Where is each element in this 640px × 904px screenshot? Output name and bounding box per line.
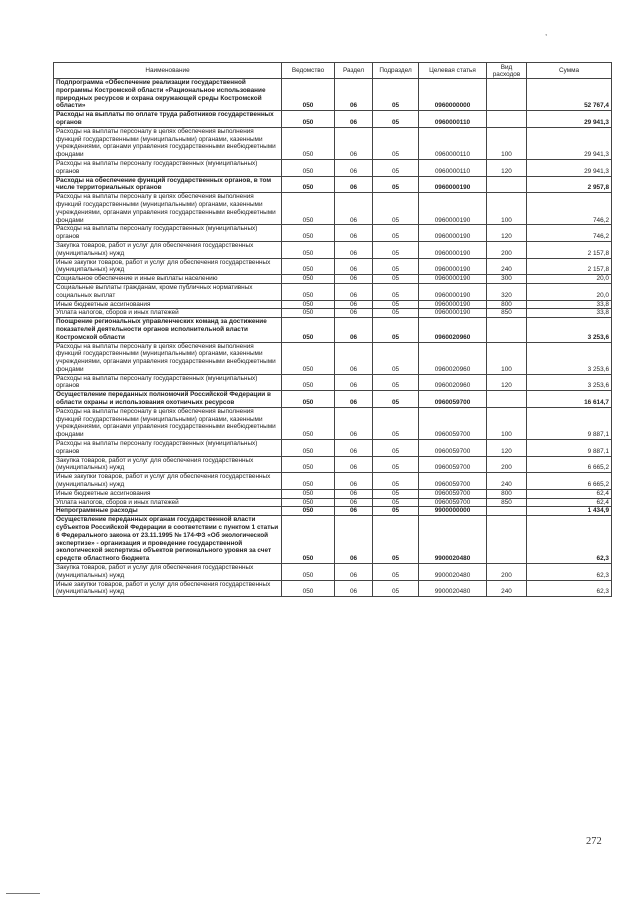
cell-expense-type: 240: [487, 580, 527, 597]
cell-amount: 746,2: [527, 193, 612, 225]
cell-article: 0960000190: [419, 300, 487, 309]
cell-name: Расходы на выплаты персоналу в целях обеспечения выполнения функций государственными (муниципальными) органами, казенными учреждениями, органами управления государственными внебюджетными фондами: [54, 193, 282, 225]
table-row: [54, 127, 612, 159]
cell-article: 0960000190: [419, 225, 487, 242]
cell-dept: 050: [282, 318, 335, 342]
cell-article: 0960059700: [419, 391, 487, 408]
table-row: [54, 407, 612, 439]
cell-dept: 050: [282, 176, 335, 193]
cell-dept: 050: [282, 407, 335, 439]
cell-article: 0960020960: [419, 342, 487, 374]
cell-section: 06: [335, 275, 373, 284]
cell-name: Осуществление переданных полномочий Российской Федерации в области охраны и использования охотничьих ресурсов: [54, 391, 282, 408]
cell-subsection: 05: [373, 111, 419, 128]
cell-amount: 2 157,8: [527, 241, 612, 258]
cell-subsection: 05: [373, 300, 419, 309]
cell-dept: 050: [282, 564, 335, 581]
cell-section: 06: [335, 498, 373, 507]
cell-expense-type: [487, 391, 527, 408]
cell-expense-type: 800: [487, 489, 527, 498]
cell-section: 06: [335, 473, 373, 490]
table-row: [54, 489, 612, 498]
cell-subsection: 05: [373, 225, 419, 242]
cell-article: 0960000110: [419, 159, 487, 176]
header-name: Наименование: [54, 63, 282, 79]
cell-name: Социальные выплаты гражданам, кроме публичных нормативных социальных выплат: [54, 283, 282, 300]
cell-article: 0960000190: [419, 283, 487, 300]
cell-expense-type: [487, 318, 527, 342]
cell-amount: 62,4: [527, 489, 612, 498]
cell-dept: 050: [282, 300, 335, 309]
cell-expense-type: [487, 79, 527, 111]
cell-dept: 050: [282, 473, 335, 490]
cell-subsection: 05: [373, 473, 419, 490]
cell-name: Поощрение региональных управленческих команд за достижение показателей деятельности органов исполнительной власти Костромской области: [54, 318, 282, 342]
cell-section: 06: [335, 318, 373, 342]
cell-expense-type: 850: [487, 498, 527, 507]
cell-article: 0960000190: [419, 193, 487, 225]
cell-expense-type: 850: [487, 309, 527, 318]
cell-name: Подпрограмма «Обеспечение реализации государственной программы Костромской области «Рациональное использование природных ресурсов и охрана окружающей среды Костромской области»: [54, 79, 282, 111]
cell-expense-type: 200: [487, 241, 527, 258]
cell-name: Закупка товаров, работ и услуг для обеспечения государственных (муниципальных) нужд: [54, 456, 282, 473]
cell-name: Расходы на выплаты персоналу в целях обеспечения выполнения функций государственными (муниципальными) органами, казенными учреждениями, органами управления государственными внебюджетными фондами: [54, 407, 282, 439]
cell-amount: 6 665,2: [527, 456, 612, 473]
cell-name: Социальное обеспечение и иные выплаты населению: [54, 275, 282, 284]
page-number: 272: [586, 836, 602, 847]
cell-expense-type: [487, 111, 527, 128]
cell-section: 06: [335, 374, 373, 391]
cell-article: 0960059700: [419, 456, 487, 473]
cell-name: Закупка товаров, работ и услуг для обеспечения государственных (муниципальных) нужд: [54, 564, 282, 581]
cell-name: Расходы на выплаты персоналу государственных (муниципальных) органов: [54, 159, 282, 176]
table-row: [54, 159, 612, 176]
cell-name: Расходы на выплаты персоналу государственных (муниципальных) органов: [54, 374, 282, 391]
cell-expense-type: 800: [487, 300, 527, 309]
cell-article: 0960000190: [419, 241, 487, 258]
table-row: [54, 111, 612, 128]
table-row: [54, 564, 612, 581]
cell-amount: 20,0: [527, 275, 612, 284]
cell-name: Расходы на выплаты персоналу в целях обеспечения выполнения функций государственными (муниципальными) органами, казенными учреждениями, органами управления государственными внебюджетными фондами: [54, 342, 282, 374]
table-body: [54, 79, 612, 597]
cell-dept: 050: [282, 258, 335, 275]
cell-subsection: 05: [373, 318, 419, 342]
cell-name: Иные бюджетные ассигнования: [54, 489, 282, 498]
cell-expense-type: 120: [487, 440, 527, 457]
cell-section: 06: [335, 456, 373, 473]
cell-section: 06: [335, 507, 373, 516]
cell-subsection: 05: [373, 564, 419, 581]
cell-section: 06: [335, 258, 373, 275]
cell-subsection: 05: [373, 498, 419, 507]
cell-article: 0960000190: [419, 176, 487, 193]
cell-article: 0960059700: [419, 407, 487, 439]
cell-dept: 050: [282, 275, 335, 284]
cell-expense-type: 300: [487, 275, 527, 284]
cell-expense-type: 100: [487, 342, 527, 374]
cell-name: Осуществление переданных органам государственной власти субъектов Российской Федерации в соответствии с пунктом 1 статьи 6 Федерального закона от 23.11.1995 № 174-ФЗ «Об экологической экспертизе» - организация и проведение государственной экологической экспертизы объектов регионального уровня за счет средств областного бюджета: [54, 516, 282, 564]
cell-section: 06: [335, 193, 373, 225]
table-row: [54, 318, 612, 342]
cell-amount: 16 614,7: [527, 391, 612, 408]
cell-dept: 050: [282, 225, 335, 242]
cell-name: Расходы на выплаты персоналу государственных (муниципальных) органов: [54, 225, 282, 242]
cell-expense-type: 320: [487, 283, 527, 300]
table-row: [54, 193, 612, 225]
cell-expense-type: [487, 176, 527, 193]
table-row: [54, 79, 612, 111]
table-row: [54, 473, 612, 490]
cell-section: 06: [335, 516, 373, 564]
cell-article: 9900000000: [419, 507, 487, 516]
cell-subsection: 05: [373, 489, 419, 498]
cell-subsection: 05: [373, 456, 419, 473]
cell-name: Расходы на выплаты персоналу государственных (муниципальных) органов: [54, 440, 282, 457]
cell-article: 0960000190: [419, 258, 487, 275]
cell-name: Непрограммные расходы: [54, 507, 282, 516]
cell-expense-type: 240: [487, 473, 527, 490]
table-row: [54, 258, 612, 275]
cell-article: 0960059700: [419, 498, 487, 507]
cell-amount: 33,8: [527, 309, 612, 318]
cell-subsection: 05: [373, 275, 419, 284]
cell-section: 06: [335, 79, 373, 111]
cell-dept: 050: [282, 580, 335, 597]
cell-name: Иные закупки товаров, работ и услуг для обеспечения государственных (муниципальных) нужд: [54, 258, 282, 275]
cell-subsection: 05: [373, 309, 419, 318]
scan-speck: ,: [545, 28, 548, 37]
cell-section: 06: [335, 176, 373, 193]
header-expense-type: Вид расходов: [487, 63, 527, 79]
cell-subsection: 05: [373, 342, 419, 374]
cell-name: Иные закупки товаров, работ и услуг для обеспечения государственных (муниципальных) нужд: [54, 473, 282, 490]
cell-section: 06: [335, 225, 373, 242]
cell-article: 0960059700: [419, 489, 487, 498]
cell-subsection: 05: [373, 440, 419, 457]
table-row: [54, 580, 612, 597]
cell-amount: 3 253,6: [527, 318, 612, 342]
cell-subsection: 05: [373, 580, 419, 597]
table-row: [54, 275, 612, 284]
cell-subsection: 05: [373, 407, 419, 439]
cell-section: 06: [335, 489, 373, 498]
cell-article: 9900020480: [419, 516, 487, 564]
cell-amount: 29 941,3: [527, 159, 612, 176]
cell-section: 06: [335, 440, 373, 457]
cell-name: Расходы на выплаты персоналу в целях обеспечения выполнения функций государственными (муниципальными) органами, казенными учреждениями, органами управления государственными внебюджетными фондами: [54, 127, 282, 159]
cell-amount: 62,3: [527, 580, 612, 597]
cell-dept: 050: [282, 342, 335, 374]
cell-amount: 2 957,8: [527, 176, 612, 193]
cell-dept: 050: [282, 507, 335, 516]
header-dept: Ведомство: [282, 63, 335, 79]
header-amount: Сумма: [527, 63, 612, 79]
cell-amount: 52 767,4: [527, 79, 612, 111]
cell-expense-type: 100: [487, 193, 527, 225]
cell-subsection: 05: [373, 516, 419, 564]
cell-expense-type: 200: [487, 564, 527, 581]
table-row: [54, 456, 612, 473]
cell-amount: 62,3: [527, 516, 612, 564]
cell-dept: 050: [282, 79, 335, 111]
cell-expense-type: [487, 507, 527, 516]
cell-amount: 62,3: [527, 564, 612, 581]
cell-subsection: 05: [373, 241, 419, 258]
cell-section: 06: [335, 564, 373, 581]
cell-section: 06: [335, 342, 373, 374]
cell-amount: 29 941,3: [527, 111, 612, 128]
cell-name: Уплата налогов, сборов и иных платежей: [54, 498, 282, 507]
cell-article: 0960000110: [419, 111, 487, 128]
cell-section: 06: [335, 391, 373, 408]
cell-article: 0960000000: [419, 79, 487, 111]
cell-article: 0960059700: [419, 473, 487, 490]
cell-amount: 29 941,3: [527, 127, 612, 159]
table-row: [54, 176, 612, 193]
table-row: [54, 283, 612, 300]
cell-dept: 050: [282, 440, 335, 457]
cell-section: 06: [335, 241, 373, 258]
table-row: [54, 391, 612, 408]
cell-dept: 050: [282, 159, 335, 176]
cell-subsection: 05: [373, 79, 419, 111]
cell-article: 0960000190: [419, 275, 487, 284]
cell-article: 9900020480: [419, 564, 487, 581]
cell-subsection: 05: [373, 176, 419, 193]
cell-article: 9900020480: [419, 580, 487, 597]
cell-amount: 1 434,9: [527, 507, 612, 516]
cell-expense-type: 120: [487, 225, 527, 242]
header-target-article: Целевая статья: [419, 63, 487, 79]
table-row: [54, 225, 612, 242]
cell-amount: 33,8: [527, 300, 612, 309]
cell-dept: 050: [282, 489, 335, 498]
cell-amount: 9 887,1: [527, 407, 612, 439]
table-row: [54, 241, 612, 258]
cell-amount: 3 253,6: [527, 374, 612, 391]
cell-expense-type: [487, 516, 527, 564]
budget-table: [53, 62, 612, 597]
budget-sheet: [53, 62, 611, 597]
table-row: [54, 498, 612, 507]
cell-article: 0960020960: [419, 374, 487, 391]
cell-article: 0960000110: [419, 127, 487, 159]
cell-expense-type: 100: [487, 407, 527, 439]
cell-section: 06: [335, 111, 373, 128]
cell-expense-type: 240: [487, 258, 527, 275]
cell-name: Расходы на обеспечение функций государственных органов, в том числе территориальных органов: [54, 176, 282, 193]
cell-subsection: 05: [373, 374, 419, 391]
cell-dept: 050: [282, 283, 335, 300]
table-row: [54, 342, 612, 374]
cell-subsection: 05: [373, 258, 419, 275]
header-subsection: Подраздел: [373, 63, 419, 79]
cell-dept: 050: [282, 391, 335, 408]
cell-dept: 050: [282, 111, 335, 128]
cell-amount: 3 253,6: [527, 342, 612, 374]
cell-dept: 050: [282, 193, 335, 225]
cell-dept: 050: [282, 309, 335, 318]
cell-section: 06: [335, 300, 373, 309]
cell-amount: 2 157,8: [527, 258, 612, 275]
cell-amount: 6 665,2: [527, 473, 612, 490]
cell-section: 06: [335, 309, 373, 318]
cell-article: 0960020960: [419, 318, 487, 342]
cell-dept: 050: [282, 516, 335, 564]
cell-dept: 050: [282, 456, 335, 473]
table-header-row: [54, 63, 612, 79]
cell-amount: 20,0: [527, 283, 612, 300]
scan-edge-mark: [6, 893, 40, 894]
header-section: Раздел: [335, 63, 373, 79]
cell-subsection: 05: [373, 283, 419, 300]
cell-name: Расходы на выплаты по оплате труда работников государственных органов: [54, 111, 282, 128]
cell-amount: 62,4: [527, 498, 612, 507]
cell-subsection: 05: [373, 391, 419, 408]
cell-dept: 050: [282, 127, 335, 159]
cell-section: 06: [335, 283, 373, 300]
table-row: [54, 300, 612, 309]
cell-name: Иные бюджетные ассигнования: [54, 300, 282, 309]
cell-name: Иные закупки товаров, работ и услуг для обеспечения государственных (муниципальных) нужд: [54, 580, 282, 597]
cell-expense-type: 120: [487, 374, 527, 391]
cell-dept: 050: [282, 241, 335, 258]
cell-section: 06: [335, 580, 373, 597]
cell-dept: 050: [282, 374, 335, 391]
cell-article: 0960059700: [419, 440, 487, 457]
cell-expense-type: 100: [487, 127, 527, 159]
cell-amount: 746,2: [527, 225, 612, 242]
cell-expense-type: 120: [487, 159, 527, 176]
cell-article: 0960000190: [419, 309, 487, 318]
cell-expense-type: 200: [487, 456, 527, 473]
table-row: [54, 507, 612, 516]
table-row: [54, 374, 612, 391]
table-row: [54, 516, 612, 564]
cell-section: 06: [335, 407, 373, 439]
cell-section: 06: [335, 159, 373, 176]
cell-amount: 9 887,1: [527, 440, 612, 457]
cell-name: Закупка товаров, работ и услуг для обеспечения государственных (муниципальных) нужд: [54, 241, 282, 258]
cell-subsection: 05: [373, 127, 419, 159]
cell-name: Уплата налогов, сборов и иных платежей: [54, 309, 282, 318]
cell-subsection: 05: [373, 507, 419, 516]
table-row: [54, 309, 612, 318]
cell-section: 06: [335, 127, 373, 159]
cell-dept: 050: [282, 498, 335, 507]
table-row: [54, 440, 612, 457]
cell-subsection: 05: [373, 159, 419, 176]
cell-subsection: 05: [373, 193, 419, 225]
